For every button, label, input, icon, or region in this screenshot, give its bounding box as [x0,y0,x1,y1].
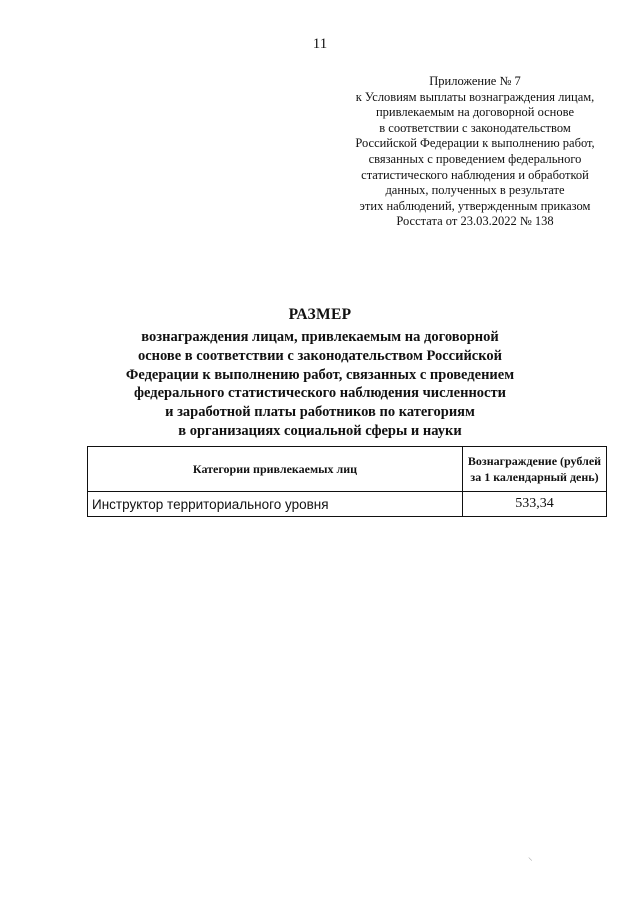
reward-table [87,446,607,517]
table-header-row [88,447,607,492]
appendix-line: Приложение № 7 [429,74,521,88]
appendix-line: статистического наблюдения и обработкой [361,167,589,182]
title-line: и заработной платы работников по категориям [165,404,475,421]
header-reward-line: Вознаграждение (рублей [467,454,602,468]
document-title [0,306,640,441]
page-number: 11 [312,36,328,52]
table-row [88,492,607,517]
title-subheading [0,328,640,441]
appendix-line: в соответствии с законодательством [379,120,571,135]
scan-mark: ⸜ [528,852,533,862]
title-line: в организациях социальной сферы и науки [178,422,462,439]
cell-category: Инструктор территориального уровня [88,492,463,517]
header-reward [463,447,607,492]
title-line: основе в соответствии с законодательством Российской [137,347,503,364]
title-line: федерального статистического наблюдения численности [134,385,506,402]
header-reward-line: за 1 календарный день) [470,470,599,484]
appendix-line: связанных с проведением федерального [368,151,582,166]
appendix-line: привлекаемым на договорной основе [375,105,574,120]
header-category: Категории привлекаемых лиц [88,447,463,492]
appendix-line: этих наблюдений, утвержденным приказом [359,198,591,213]
appendix-line: Российской Федерации к выполнению работ, [355,136,595,151]
title-heading: РАЗМЕР [288,306,352,323]
appendix-line: Росстата от 23.03.2022 № 138 [396,214,554,229]
appendix-line: данных, полученных в результате [385,183,565,198]
title-line: вознаграждения лицам, привлекаемым на договорной [141,329,499,345]
cell-reward: 533,34 [463,492,607,517]
appendix-line: к Условиям выплаты вознаграждения лицам, [355,89,595,104]
appendix-reference [330,74,620,230]
title-line: Федерации к выполнению работ, связанных с проведением [125,366,515,383]
